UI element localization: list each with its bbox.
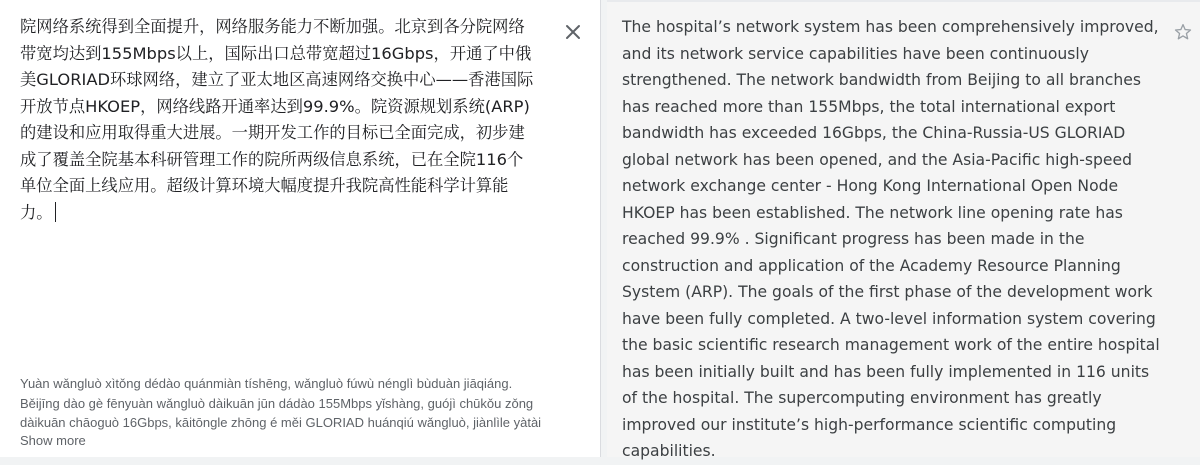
- close-icon: [565, 24, 581, 40]
- transliteration-line: Yuàn wǎngluò xìtǒng dédào quánmiàn tíshēng, wǎngluò fúwù nénglì bùduàn jiāqiáng.: [20, 376, 513, 391]
- show-more-link[interactable]: Show more: [20, 433, 86, 448]
- clear-source-button[interactable]: [561, 20, 585, 44]
- transliteration-line: Běijīng dào gè fēnyuàn wǎngluò dàikuān jūn dádào 155Mbps yǐshàng, guójì chūkǒu zǒng: [20, 395, 534, 411]
- source-text[interactable]: 院网络系统得到全面提升，网络服务能力不断加强。北京到各分院网络带宽均达到155Mbps以上，国际出口总带宽超过16Gbps，开通了中俄美GLORIAD环球网络，建立了亚太地区高速网络交换中心——香港国际开放节点HKOEP，网络线路开通率达到99.9%。院资源规划系统(ARP)的建设和应用取得重大进展。一期开发工作的目标已全面完成，初步建成了覆盖全院基本科研管理工作的院所两级信息系统，已在全院116个单位全面上线应用。超级计算环境大幅度提升我院高性能科学计算能力。: [20, 17, 534, 222]
- star-outline-icon: [1173, 22, 1193, 42]
- transliteration: [20, 374, 560, 432]
- translation-panel: [607, 0, 1200, 460]
- save-translation-button[interactable]: [1171, 20, 1195, 44]
- panel-top-border: [607, 0, 1200, 2]
- transliteration-line: dàikuān chāoguò 16Gbps, kāitōngle zhōng é měi GLORIAD huánqiú wǎngluò, jiànlìle yàtài: [20, 415, 542, 430]
- text-cursor: [55, 202, 56, 222]
- translation-text: The hospital’s network system has been comprehensively improved, and its network service capabilities have been continuously strengthened. The network bandwidth from Beijing to all branches has reached more than 155Mbps, the total international export bandwidth has exceeded 16Gbps, the China-Russia-US GLORIAD global network has been opened, and the Asia-Pacific high-speed network exchange center - Hong Kong International Open Node HKOEP has been established. The network line opening rate has reached 99.9% . Significant progress has been made in the construction and application of the Academy Resource Planning System (ARP). The goals of the first phase of the development work have been fully completed. A two-level information system covering the basic scientific research management work of the entire hospital has been initially built and has been fully implemented in 116 units of the hospital. The supercomputing environment has greatly improved our institute’s high-performance scientific computing capabilities.: [622, 18, 1160, 460]
- source-panel: [0, 0, 601, 457]
- source-text-area[interactable]: [20, 14, 538, 226]
